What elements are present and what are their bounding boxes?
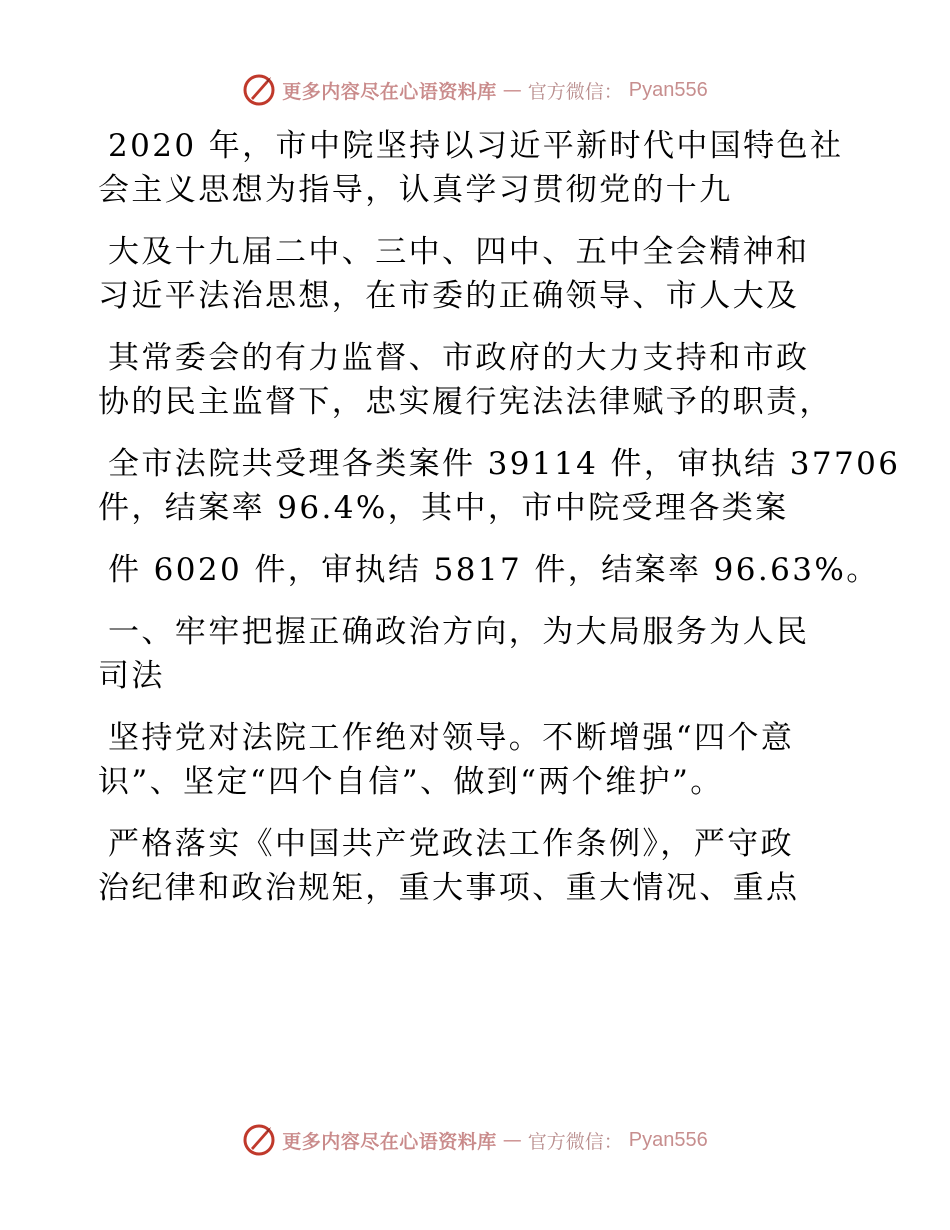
text-line: 件，结案率 96.4%，其中，市中院受理各类案 (98, 490, 789, 526)
text-line: 2020 年，市中院坚持以习近平新时代中国特色社 (108, 128, 844, 164)
quill-logo-icon (242, 73, 276, 107)
watermark-text: 更多内容尽在心语资料库 (282, 80, 497, 103)
text-line: 识”、坚定“四个自信”、做到“两个维护”。 (98, 764, 724, 800)
watermark-wechat-id: Pyan556 (628, 1128, 708, 1151)
paragraph-2 (98, 230, 858, 318)
watermark-text: 更多内容尽在心语资料库 (282, 1130, 497, 1153)
paragraph-1 (98, 124, 858, 212)
footer-watermark (0, 1120, 950, 1160)
paragraph-8 (98, 822, 858, 910)
header-watermark (0, 70, 950, 110)
text-line: 其常委会的有力监督、市政府的大力支持和市政 (108, 340, 810, 376)
watermark-dash: — (502, 1129, 522, 1151)
heading-line: 司法 (98, 658, 165, 694)
text-line: 严格落实《中国共产党政法工作条例》，严守政 (108, 826, 794, 862)
text-line: 件 6020 件，审执结 5817 件，结案率 96.63%。 (108, 552, 880, 588)
text-line: 会主义思想为指导，认真学习贯彻党的十九 (98, 172, 733, 208)
text-line: 治纪律和政治规矩，重大事项、重大情况、重点 (98, 870, 800, 906)
quill-logo-icon (242, 1123, 276, 1157)
text-line: 大及十九届二中、三中、四中、五中全会精神和 (108, 234, 810, 270)
watermark-wechat-label: 官方微信： (527, 1130, 623, 1153)
text-line: 坚持党对法院工作绝对领导。不断增强“四个意 (108, 720, 795, 756)
document-body (98, 124, 901, 928)
paragraph-7 (98, 716, 858, 804)
watermark-dash: — (502, 79, 522, 101)
heading-line: 一、牢牢把握正确政治方向，为大局服务为人民 (108, 614, 810, 650)
paragraph-4 (98, 442, 901, 530)
text-line: 协的民主监督下，忠实履行宪法法律赋予的职责， (98, 384, 833, 420)
text-line: 习近平法治思想，在市委的正确领导、市人大及 (98, 278, 800, 314)
watermark-wechat-id: Pyan556 (628, 78, 708, 101)
paragraph-3 (98, 336, 858, 424)
paragraph-5 (98, 548, 880, 592)
text-line: 全市法院共受理各类案件 39114 件，审执结 37706 (108, 446, 901, 482)
section-heading-1 (98, 610, 858, 698)
watermark-wechat-label: 官方微信： (527, 80, 623, 103)
